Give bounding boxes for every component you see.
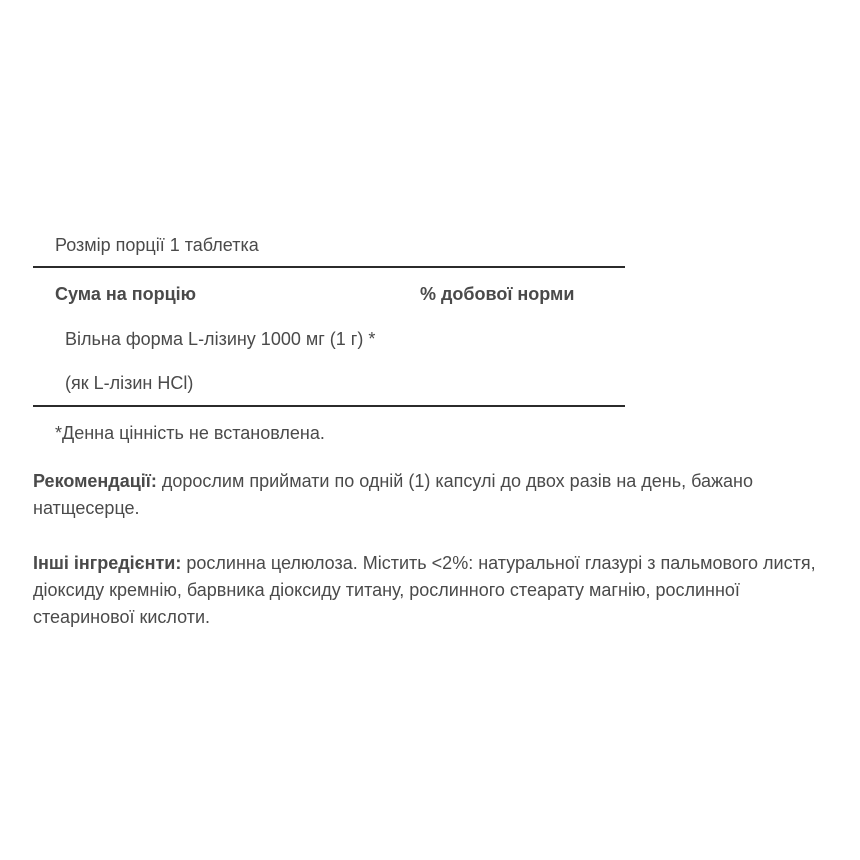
bottom-divider (33, 405, 625, 407)
amount-per-serving-header: Сума на порцію (55, 284, 197, 304)
ingredient-l-lysine: Вільна форма L-лізину 1000 мг (1 г) * (65, 329, 376, 349)
serving-size: Розмір порції 1 таблетка (55, 235, 259, 255)
daily-value-header: % добової норми (420, 284, 575, 304)
other-ingredients (33, 550, 823, 631)
recommendations-text: дорослим приймати по одній (1) капсулі до двох разів на день, бажано натщесерце. (33, 471, 754, 518)
other-ingredients-text: рослинна целюлоза. Містить <2%: натуральної глазурі з пальмового листя, діоксиду кремнію, барвника діоксиду титану, рослинного стеарату магнію, рослинної стеаринової кислоти. (33, 553, 816, 627)
recommendations (33, 468, 823, 522)
other-ingredients-label: Інші інгредієнти: (33, 553, 182, 573)
ingredient-l-lysine-form: (як L-лізин HCl) (65, 373, 194, 393)
recommendations-label: Рекомендації: (33, 471, 157, 491)
top-divider (33, 266, 625, 268)
footnote: *Денна цінність не встановлена. (55, 423, 325, 443)
